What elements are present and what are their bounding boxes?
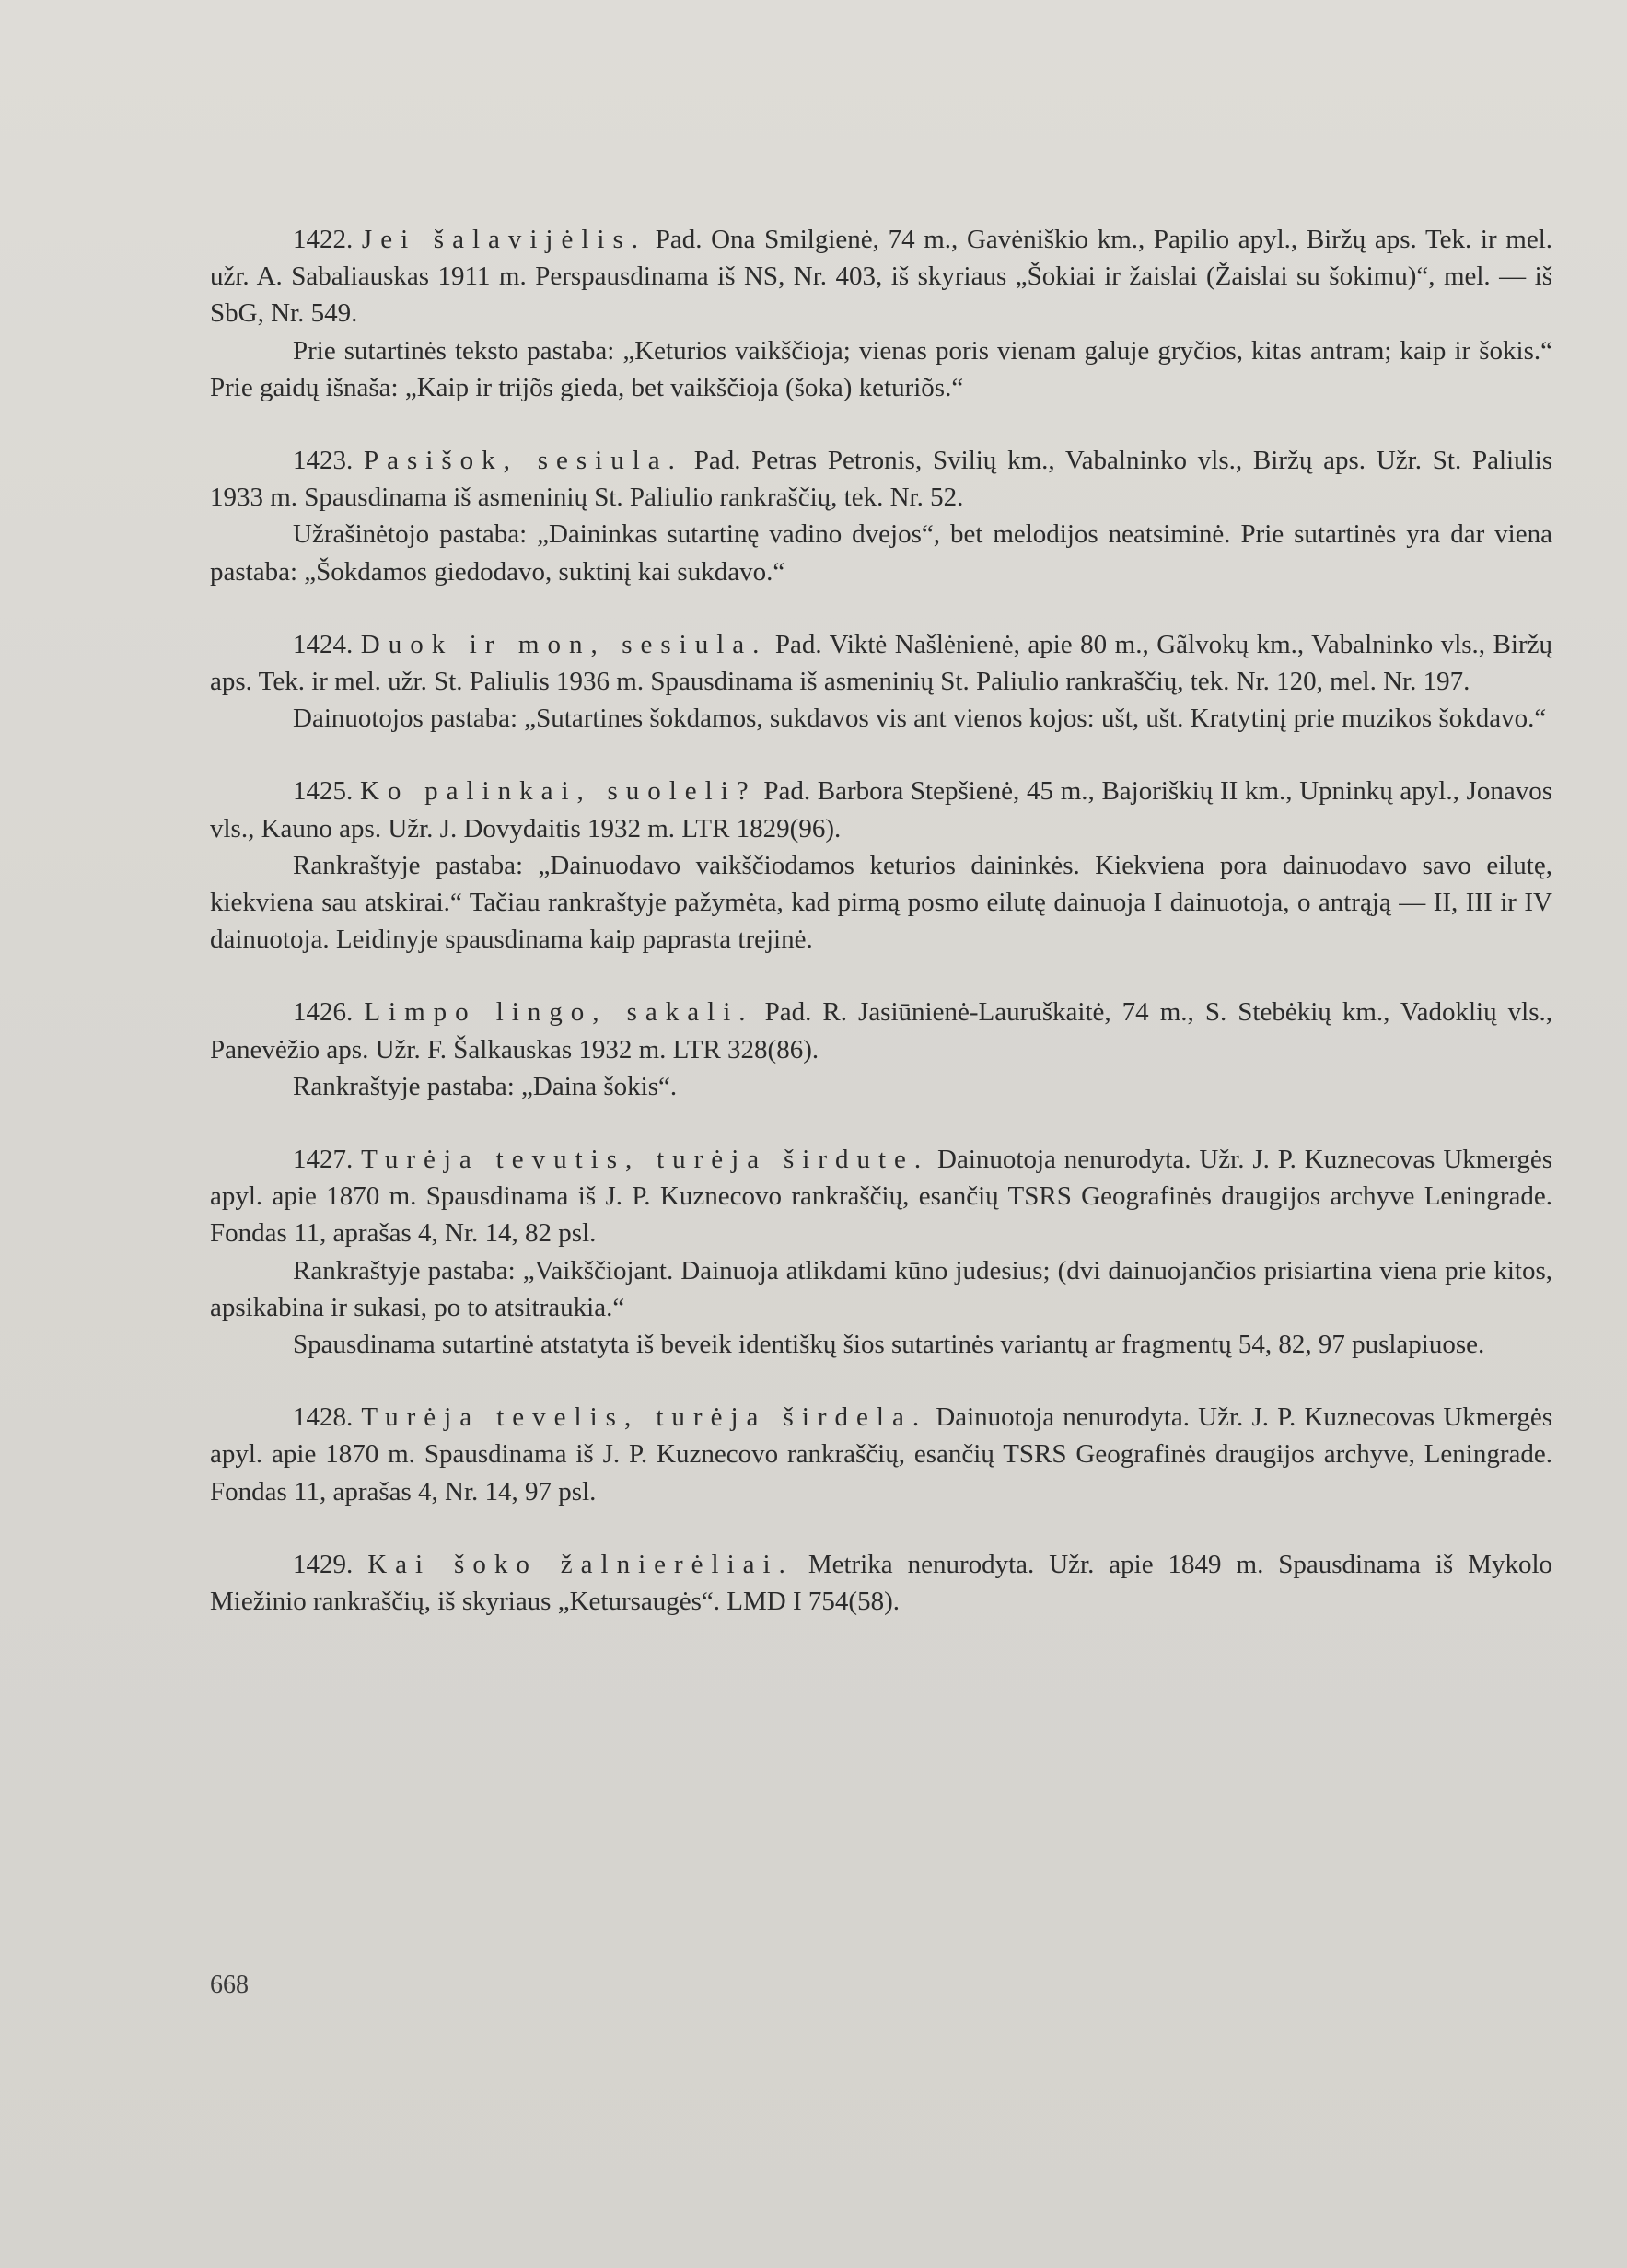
entry-metadata: Pad. Viktė Našlėnienė, apie 80 m., Gãlvokų km., Vabalninko vls., Biržų aps. Tek. ir mel. užr. St. Paliulis 1936 m. Spausdinama iš asmeninių St. Paliulio rankraščių, tek. Nr. 120, mel. Nr. 197. [210,629,1552,697]
entry-metadata: Dainuotoja nenurodyta. Užr. J. P. Kuznecovas Ukmergės apyl. apie 1870 m. Spausdinama iš J. P. Kuznecovo rankraščių, esančių TSRS Geografinės draugijos archyve Leningrade. Fondas 11, aprašas 4, Nr. 14, 82 psl. [210,1145,1553,1249]
page-text [210,221,1552,1620]
song-title: Limpo lingo, sakali. [364,997,754,1028]
entry-metadata: Pad. Ona Smilgienė, 74 m., Gavėniškio km., Papilio apyl., Biržų aps. Tek. ir mel. užr. A. Sabaliauskas 1911 m. Perspausdinama iš NS, Nr. 403, iš skyriaus „Šokiai ir žaislai (Žaislai su šokimu)“, mel. — iš SbG, Nr. 549. [210,225,1553,329]
entry-heading [210,442,1552,516]
entry-note: Rankraštyje pastaba: „Daina šokis“. [293,1071,678,1101]
entry-metadata: Dainuotoja nenurodyta. Užr. J. P. Kuznecovas Ukmergės apyl. apie 1870 m. Spausdinama iš J. P. Kuznecovo rankraščių, esančių TSRS Geografinės draugijos archyve, Leningrade. Fondas 11, aprašas 4, Nr. 14, 97 psl. [210,1402,1553,1506]
song-title: Turėja tevelis, turėja širdela. [361,1402,928,1433]
entry-number: 1429. [293,1549,354,1579]
entry-note: Rankraštyje pastaba: „Dainuodavo vaikščiodamos keturios daininkės. Kiekviena pora dainuodavo savo eilutę, kiekviena sau atskirai.“ Tačiau rankraštyje pažymėta, kad pirmą posmo eilutę dainuoja I dainuotoja, o antrąją — II, III ir IV dainuotoja. Leidinyje spausdinama kaip paprasta trejinė. [210,850,1552,955]
entry-number: 1428. [293,1402,354,1433]
song-title: Pasišok, sesiula. [364,446,683,476]
entry-1426 [210,994,1552,1105]
entry-heading [210,221,1552,332]
song-title: Turėja tevutis, turėja širdute. [361,1145,930,1175]
entry-number: 1425. [293,776,354,807]
entry-number: 1422. [293,225,354,254]
song-title: Duok ir mon, sesiula. [360,629,768,659]
entry-number: 1427. [293,1145,354,1175]
entry-heading [210,1546,1552,1620]
entry-1429 [210,1546,1552,1620]
entry-heading [210,1399,1552,1510]
entry-1425 [210,773,1552,958]
entry-metadata: Metrika nenurodyta. Užr. apie 1849 m. Spausdinama iš Mykolo Miežinio rankraščių, iš skyriaus „Ketursaugės“. LMD I 754(58). [210,1549,1553,1617]
entry-number: 1426. [293,997,354,1028]
entry-1424 [210,626,1552,738]
entry-1428 [210,1399,1552,1510]
entry-heading [210,626,1552,700]
song-title: Jei šalavijėlis. [361,225,647,254]
entry-heading [210,994,1552,1067]
entry-note: Spausdinama sutartinė atstatyta iš beveik identiškų šios sutartinės variantų ar fragmentų 54, 82, 97 puslapiuose. [293,1330,1485,1360]
entry-1423 [210,442,1552,590]
entry-metadata: Pad. R. Jasiūnienė-Lauruškaitė, 74 m., S. Stebėkių km., Vadoklių vls., Panevėžio aps. Užr. F. Šalkauskas 1932 m. LTR 328(86). [210,997,1553,1064]
entry-note: Užrašinėtojo pastaba: „Daininkas sutartinę vadino dvejos“, bet melodijos neatsiminė. Prie sutartinės yra dar viena pastaba: „Šokdamos giedodavo, suktinį kai sukdavo.“ [210,519,1552,587]
entry-number: 1423. [293,446,354,476]
entry-heading [210,773,1552,846]
entry-metadata: Pad. Barbora Stepšienė, 45 m., Bajoriškių II km., Upninkų apyl., Jonavos vls., Kauno aps. Užr. J. Dovydaitis 1932 m. LTR 1829(96). [210,776,1552,843]
page-number: 668 [210,1971,249,1999]
entry-note: Dainuotojos pastaba: „Sutartines šokdamos, sukdavos vis ant vienos kojos: ušt, ušt. Kratytinį prie muzikos šokdavo.“ [293,704,1547,734]
song-title: Ko palinkai, suoleli? [359,776,757,807]
entry-note: Prie sutartinės teksto pastaba: „Keturios vaikščioja; vienas poris vienam galuje gryčios, kitas antram; kaip ir šokis.“ Prie gaidų išnaša: „Kaip ir trijõs gieda, bet vaikščioja (šoka) keturiõs.“ [210,335,1552,402]
song-title: Kai šoko žalnierėliai. [367,1549,794,1579]
entry-heading [210,1141,1552,1252]
entry-1422 [210,221,1552,406]
entry-number: 1424. [293,629,354,659]
entry-metadata: Pad. Petras Petronis, Svilių km., Vabalninko vls., Biržų aps. Užr. St. Paliulis 1933 m. Spausdinama iš asmeninių St. Paliulio rankraščių, tek. Nr. 52. [210,446,1553,513]
entry-note: Rankraštyje pastaba: „Vaikščiojant. Dainuoja atlikdami kūno judesius; (dvi dainuojančios prisiartina viena prie kitos, apsikabina ir sukasi, po to atsitraukia.“ [210,1255,1552,1322]
entry-1427 [210,1141,1552,1363]
